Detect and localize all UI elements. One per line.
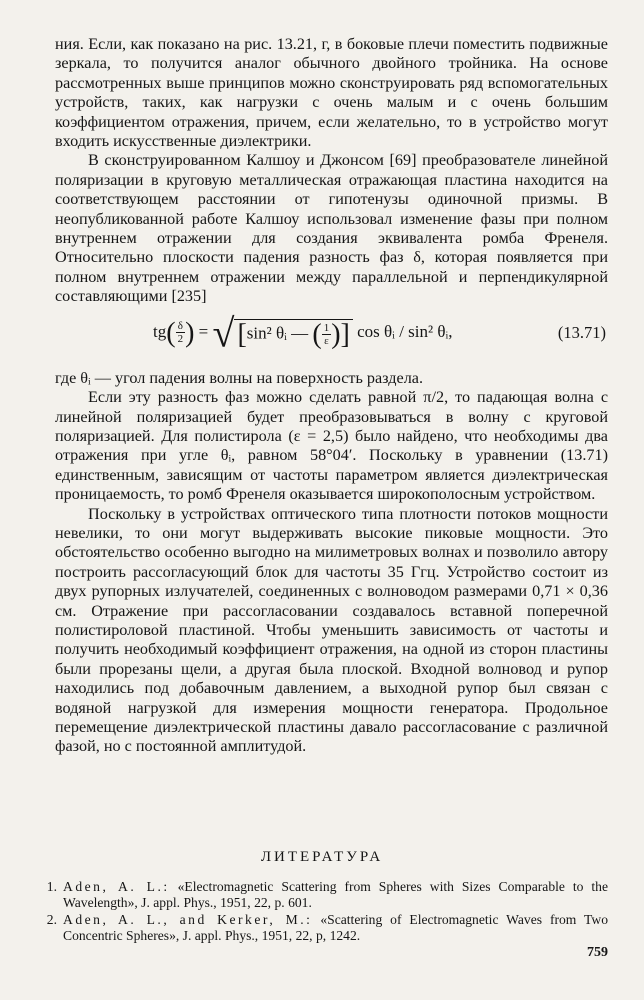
equation-number: (13.71) xyxy=(557,322,606,342)
references-list xyxy=(40,879,608,945)
references-heading: ЛИТЕРАТУРА xyxy=(260,849,384,865)
reference-item: 1. Aden, A. L.: «Electromagnetic Scattering from Spheres with Sizes Comparable to the Wavelength», J. appl. Phys., 1951, 22, p. 601. xyxy=(46,879,608,910)
reference-author: Aden, A. L.: xyxy=(63,879,170,894)
paragraph-1: ния. Если, как показано на рис. 13.21, г, в боковые плечи поместить подвижные зеркала, то получится аналог обычного двойного тройника. На основе рассмотренных выше принципов можно сконструировать ряд вспомогательных устройств, таких, как нагрузки с очень малым и с очень большим коэффициентом отражения, причем, если желательно, то в устройство могут входить искусственные диэлектрики. xyxy=(55,35,608,151)
body-text xyxy=(55,35,608,757)
sqrt-icon: √ xyxy=(212,309,235,355)
reference-item: 2. Aden, A. L., and Kerker, M.: «Scattering of Electromagnetic Waves from Two Concentric Spheres», J. appl. Phys., 1951, 22, p, 1242. xyxy=(46,912,608,943)
reference-author: Aden, A. L., and Kerker, M.: xyxy=(63,912,313,927)
equation-expression: tg( $\frac{\delta}{2}$ ) = √ [sin² θᵢ — ( $\frac{1}{\varepsilon}$ )] cos θᵢ / sin² θᵢ, xyxy=(153,309,453,355)
equation-13-71 xyxy=(55,309,608,367)
equals-sign: = xyxy=(198,321,209,341)
paragraph-5: Поскольку в устройствах оптического типа плотности потоков мощности невелики, то они могут выдерживать высокие пиковые мощности. Это обстоятельство особенно выгодно на милиметровых волнах и позволило автору построить рассогласующий блок для частоты 35 Ггц. Устройство состоит из двух рупорных излучателей, соединенных с волноводом размерами 0,71 × 0,36 см. Отражение при рассогласовании создавалось вставной поперечной полистироловой пластиной. Чтобы уменьшить зависимость от частоты и получить необходимый коэффициент отражения, на одной из сторон пластины были прорезаны щели, а другая была плоской. Входной волновод и рупор находились под добавочным давлением, а выходной рупор был связан с водяной нагрузкой для измерения мощности генератора. Продольное перемещение диэлектрической пластины давало рассогласование с различной фазой, но с постоянной амплитудой. xyxy=(55,504,608,756)
reference-body: «Scattering of Electromagnetic Waves from Two Concentric Spheres», J. appl. Phys., 1951, 22, p, 1242. xyxy=(63,912,608,943)
paragraph-2: В сконструированном Калшоу и Джонсом [69] преобразователе линейной поляризации в круговую металлическая отражающая пластина находится на соответствующем расстоянии от гипотенузы одиночной призмы. В неопубликованной работе Калшоу использовал изменение фазы при полном внутреннем отражении для создания эквивалента ромба Френеля. Относительно плоскости падения разность фаз δ, которая появляется при полном внутреннем отражении между параллельной и перпендикулярной составляющими [235] xyxy=(55,151,608,306)
equation-fraction: $\frac{\delta}{2}$ xyxy=(177,320,184,346)
radicand: [sin² θᵢ — ( $\frac{1}{\varepsilon}$ )] xyxy=(234,319,352,347)
page-number: 759 xyxy=(587,945,608,960)
paragraph-3: где θᵢ — угол падения волны на поверхность раздела. xyxy=(55,368,424,387)
reference-body: «Electromagnetic Scattering from Spheres with Sizes Comparable to the Wavelength», J. appl. Phys., 1951, 22, p. 601. xyxy=(63,879,608,910)
paragraph-4: Если эту разность фаз можно сделать равной π/2, то падающая волна с линейной поляризацией будет преобразовываться в волну с круговой поляризацией. Для полистирола (ε = 2,5) было найдено, что необходимы два отражения при угле θᵢ, равном 58°04′. Поскольку в уравнении (13.71) единственным, зависящим от частоты параметром является диэлектрическая проницаемость, то ромб Френеля оказывается широкополосным устройством. xyxy=(55,388,608,504)
equation-lhs: tg xyxy=(153,321,167,341)
equation-tail: cos θᵢ / sin² θᵢ, xyxy=(352,321,453,341)
